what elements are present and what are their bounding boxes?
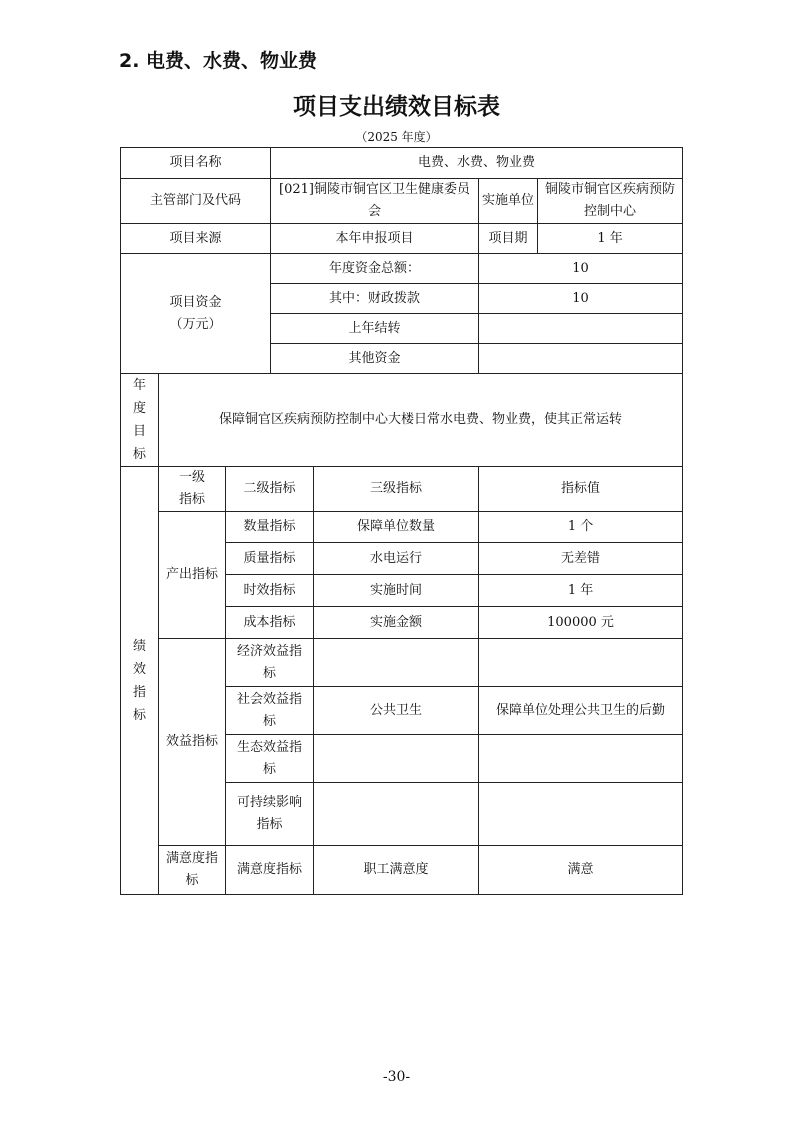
goal-text: 保障铜官区疾病预防控制中心大楼日常水电费、物业费，使其正常运转: [159, 374, 683, 467]
cell-value: 满意: [479, 846, 683, 895]
table-row: [121, 179, 683, 224]
benefit-label: 效益指标: [159, 639, 226, 846]
cell-value: 1 年: [538, 224, 683, 254]
cell-label: 年度资金总额：: [271, 254, 479, 284]
cell-l3: 职工满意度: [314, 846, 479, 895]
cell-label: 项目来源: [121, 224, 271, 254]
cell-l3: 实施金额: [314, 607, 479, 639]
goal-label: 年度目标: [121, 374, 159, 467]
cell-l3: [314, 639, 479, 687]
cell-value: [479, 735, 683, 783]
indicators-label: 绩效指标: [121, 467, 159, 895]
cell-value: 本年申报项目: [271, 224, 479, 254]
header-cell: 二级指标: [226, 467, 314, 512]
cell-l2: 成本指标: [226, 607, 314, 639]
cell-label: 项目名称: [121, 148, 271, 179]
output-label: 产出指标: [159, 512, 226, 639]
cell-value: 1 个: [479, 512, 683, 543]
cell-label: 实施单位: [479, 179, 538, 224]
table-row: [121, 512, 683, 543]
table-title: 项目支出绩效目标表: [293, 94, 500, 120]
cell-l2: 可持续影响指标: [226, 783, 314, 846]
cell-value: 电费、水费、物业费: [271, 148, 683, 179]
table-row: [121, 224, 683, 254]
table-row: [121, 254, 683, 284]
cell-value: [479, 344, 683, 374]
cell-value: 无差错: [479, 543, 683, 575]
cell-label: 其中：财政拨款: [271, 284, 479, 314]
table-row: [121, 846, 683, 895]
cell-label: 上年结转: [271, 314, 479, 344]
cell-value: 1 年: [479, 575, 683, 607]
cell-l2: 数量指标: [226, 512, 314, 543]
cell-l2: 经济效益指标: [226, 639, 314, 687]
cell-value: 100000 元: [479, 607, 683, 639]
cell-value: [021]铜陵市铜官区卫生健康委员会: [271, 179, 479, 224]
cell-value: [479, 314, 683, 344]
cell-l3: 实施时间: [314, 575, 479, 607]
cell-l3: 水电运行: [314, 543, 479, 575]
cell-l2: 质量指标: [226, 543, 314, 575]
table-row: [121, 374, 683, 467]
cell-l2: 时效指标: [226, 575, 314, 607]
header-cell: 指标值: [479, 467, 683, 512]
cell-value: [479, 783, 683, 846]
funds-label: 项目资金（万元）: [121, 254, 271, 374]
cell-value: 铜陵市铜官区疾病预防控制中心: [538, 179, 683, 224]
cell-l3: [314, 735, 479, 783]
table-row: [121, 148, 683, 179]
cell-label: 其他资金: [271, 344, 479, 374]
performance-table: [120, 147, 683, 895]
cell-value: 10: [479, 284, 683, 314]
cell-l2: 满意度指标: [226, 846, 314, 895]
cell-label: 主管部门及代码: [121, 179, 271, 224]
cell-value: 保障单位处理公共卫生的后勤: [479, 687, 683, 735]
cell-l3: [314, 783, 479, 846]
cell-l2: 生态效益指标: [226, 735, 314, 783]
table-row: [121, 639, 683, 687]
page-number: -30-: [382, 1069, 411, 1085]
table-subtitle: （2025 年度）: [355, 130, 438, 144]
cell-l2: 社会效益指标: [226, 687, 314, 735]
cell-value: [479, 639, 683, 687]
cell-l3: 保障单位数量: [314, 512, 479, 543]
section-heading: 2. 电费、水费、物业费: [119, 50, 318, 72]
cell-l3: 公共卫生: [314, 687, 479, 735]
table-row: [121, 467, 683, 512]
cell-label: 项目期: [479, 224, 538, 254]
cell-value: 10: [479, 254, 683, 284]
header-cell: 三级指标: [314, 467, 479, 512]
header-cell: 一级指标: [159, 467, 226, 512]
satisfaction-label: 满意度指标: [159, 846, 226, 895]
